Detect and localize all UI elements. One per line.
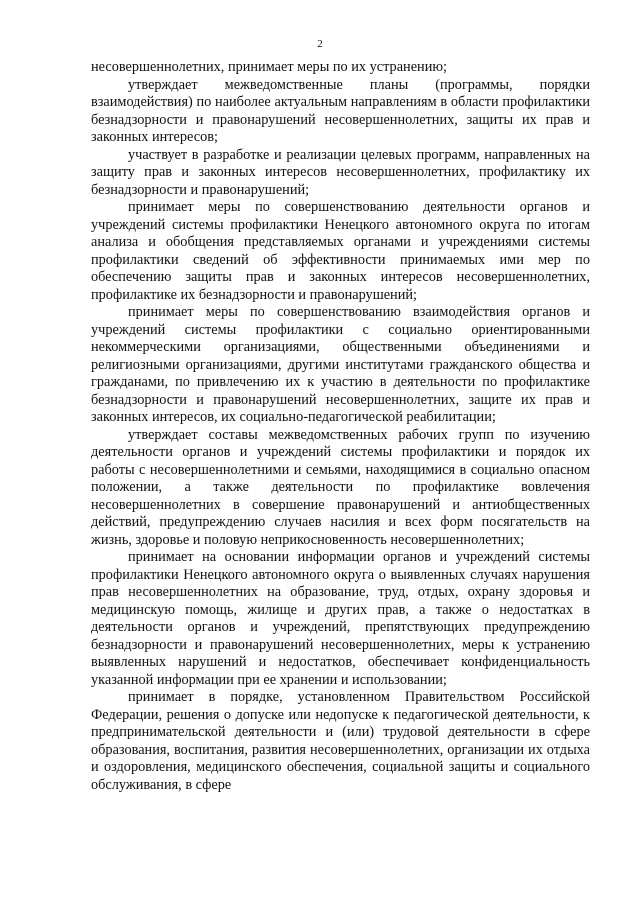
paragraph: несовершеннолетних, принимает меры по их устранению; bbox=[91, 59, 447, 75]
paragraph: принимает на основании информации органов и учреждений системы профилактики Ненецкого автономного округа о выявленных случаях нарушения прав несовершеннолетних на образование, труд, отдых, охрану здоровья и медицинскую помощь, жилище и других прав, а также о недостатках в деятельности органов и учреждений, препятствующих предупреждению безнадзорности и правонарушений несовершеннолетних, меры к устранению выявленных нарушений и недостатков, обеспечивает конфиденциальность указанной информации при ее хранении и использовании; bbox=[91, 549, 590, 688]
paragraph: участвует в разработке и реализации целевых программ, направленных на защиту прав и законных интересов несовершеннолетних, профилактику их безнадзорности и правонарушений; bbox=[91, 146, 590, 198]
page-number: 2 bbox=[317, 38, 323, 50]
paragraph: принимает меры по совершенствованию деятельности органов и учреждений системы профилактики Ненецкого автономного округа по итогам анализа и обобщения представляемых органами и учреждениями системы профилактики сведений об эффективности принимаемых ими мер по обеспечению защиты прав и законных интересов несовершеннолетних, профилактике их безнадзорности и правонарушений; bbox=[91, 199, 590, 303]
paragraph: принимает меры по совершенствованию взаимодействия органов и учреждений системы профилактики с социально ориентированными некоммерческими организациями, общественными объединениями и религиозными организациями, другими институтами гражданского общества и гражданами, по привлечению их к участию в деятельности по профилактике безнадзорности и правонарушений несовершеннолетних, защите их прав и законных интересов, их социально-педагогической реабилитации; bbox=[91, 304, 590, 425]
paragraph: утверждает составы межведомственных рабочих групп по изучению деятельности органов и учреждений системы профилактики и порядок их работы с несовершеннолетними и семьями, находящимися в социально опасном положении, а также деятельности по профилактике вовлечения несовершеннолетних в совершение правонарушений и антиобщественных действий, предупреждению случаев насилия и всех форм посягательств на жизнь, здоровье и половую неприкосновенность несовершеннолетних; bbox=[91, 426, 590, 548]
paragraph: утверждает межведомственные планы (программы, порядки взаимодействия) по наиболее актуальным направлениям в области профилактики безнадзорности и правонарушений несовершеннолетних, защиты их прав и законных интересов; bbox=[91, 76, 590, 145]
paragraph: принимает в порядке, установленном Правительством Российской Федерации, решения о допуске или недопуске к педагогической деятельности, к предпринимательской деятельности и (или) трудовой деятельности в сфере образования, воспитания, развития несовершеннолетних, организации их отдыха и оздоровления, медицинского обеспечения, социальной защиты и социального обслуживания, в сфере bbox=[91, 689, 590, 793]
document-body bbox=[91, 59, 590, 794]
